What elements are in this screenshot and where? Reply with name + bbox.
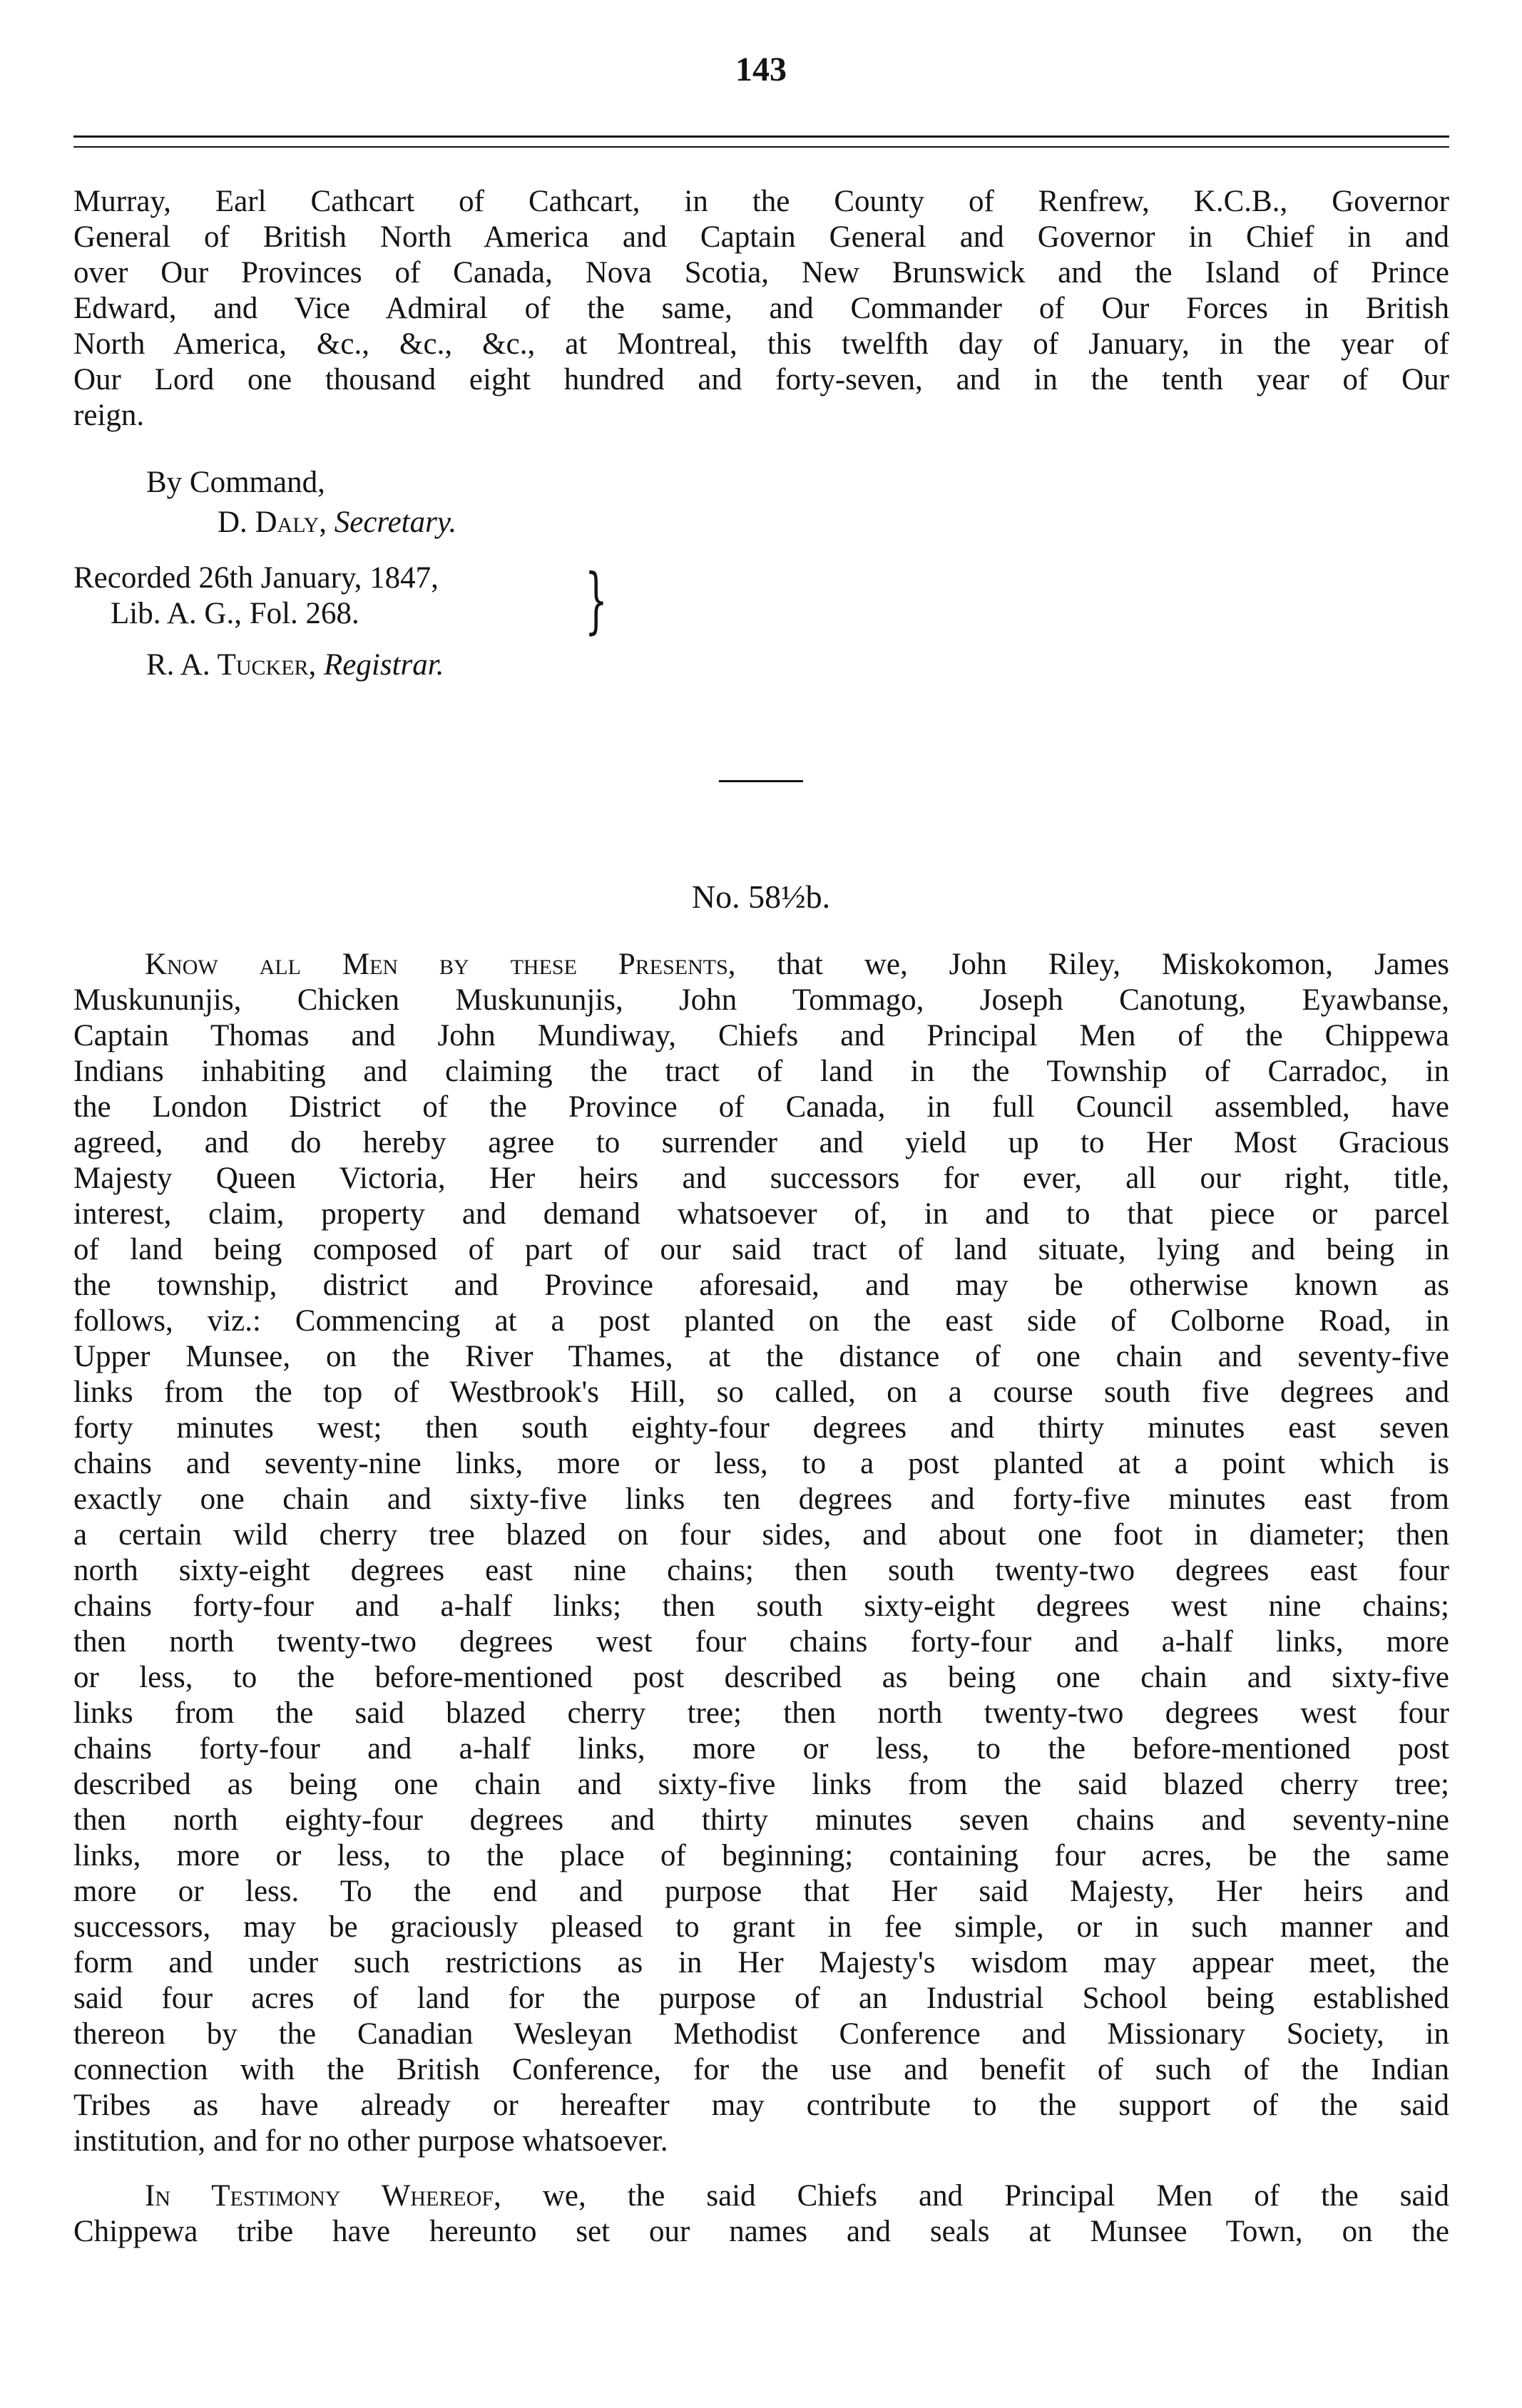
brace-symbol: }: [585, 558, 608, 642]
header-rule-secondary: [73, 146, 1449, 148]
text-line: the London District of the Province of Canada, in full Council assembled, have: [73, 1090, 1449, 1124]
text-line: [73, 947, 1449, 983]
secretary-name: D. Daly,: [218, 506, 327, 539]
text-line: forty minutes west; then south eighty-four degrees and thirty minutes east seven: [73, 1411, 1449, 1445]
text-line: of land being composed of part of our said tract of land situate, lying and being in: [73, 1233, 1449, 1266]
text-line: then north twenty-two degrees west four chains forty-four and a-half links, more: [73, 1625, 1449, 1659]
text-line: Edward, and Vice Admiral of the same, and Commander of Our Forces in British: [73, 292, 1449, 325]
text-line: links, more or less, to the place of beginning; containing four acres, be the same: [73, 1839, 1449, 1872]
text-line: said four acres of land for the purpose of an Industrial School being established: [73, 1982, 1449, 2015]
text-fragment: that we, John Riley, Miskokomon, James: [735, 948, 1449, 981]
text-line: then north eighty-four degrees and thirty minutes seven chains and seventy-nine: [73, 1803, 1449, 1837]
text-line: Indians inhabiting and claiming the tract of land in the Township of Carradoc, in: [73, 1055, 1449, 1088]
text-line: thereon by the Canadian Wesleyan Methodist Conference and Missionary Society, in: [73, 2017, 1449, 2051]
text-line: Murray, Earl Cathcart of Cathcart, in the County of Renfrew, K.C.B., Governor: [73, 185, 1449, 218]
text-line: Tribes as have already or hereafter may contribute to the support of the said: [73, 2089, 1449, 2122]
text-line: reign.: [73, 399, 145, 432]
text-line: Our Lord one thousand eight hundred and forty-seven, and in the tenth year of Our: [73, 363, 1449, 396]
text-line: a certain wild cherry tree blazed on four sides, and about one foot in diameter; then: [73, 1518, 1449, 1552]
text-line: exactly one chain and sixty-five links ten degrees and forty-five minutes east from: [73, 1482, 1449, 1516]
text-line: north sixty-eight degrees east nine chains; then south twenty-two degrees east four: [73, 1554, 1449, 1587]
text-line: Chippewa tribe have hereunto set our names and seals at Munsee Town, on the: [73, 2215, 1449, 2248]
registrar-title: Registrar.: [324, 648, 444, 682]
text-line: chains forty-four and a-half links, more or less, to the before-mentioned post: [73, 1732, 1449, 1766]
registrar-name: R. A. Tucker,: [146, 648, 317, 682]
library-reference: Lib. A. G., Fol. 268.: [111, 597, 359, 630]
text-line: links from the top of Westbrook's Hill, so called, on a course south five degrees and: [73, 1375, 1449, 1409]
document-number: No. 58½b.: [691, 878, 831, 915]
text-line: successors, may be graciously pleased to grant in fee simple, or in such manner and: [73, 1910, 1449, 1944]
secretary-title: Secretary.: [334, 506, 457, 539]
text-fragment: we, the said Chiefs and Principal Men of the said: [501, 2179, 1449, 2213]
text-line: Captain Thomas and John Mundiway, Chiefs and Principal Men of the Chippewa: [73, 1019, 1449, 1052]
text-line: chains forty-four and a-half links; then south sixty-eight degrees west nine chains;: [73, 1589, 1449, 1623]
text-line: described as being one chain and sixty-five links from the said blazed cherry tree;: [73, 1768, 1449, 1801]
text-line: [73, 2178, 1449, 2214]
text-line: more or less. To the end and purpose that Her said Majesty, Her heirs and: [73, 1875, 1449, 1908]
text-line: Muskununjis, Chicken Muskununjis, John Tommago, Joseph Canotung, Eyawbanse,: [73, 983, 1449, 1017]
text-line: interest, claim, property and demand whatsoever of, in and to that piece or parcel: [73, 1197, 1449, 1231]
text-line: chains and seventy-nine links, more or less, to a post planted at a point which is: [73, 1447, 1449, 1480]
text-line: over Our Provinces of Canada, Nova Scotia, New Brunswick and the Island of Prince: [73, 256, 1449, 290]
lead-in: Know all Men by these Presents,: [145, 948, 736, 981]
text-line: links from the said blazed cherry tree; then north twenty-two degrees west four: [73, 1696, 1449, 1730]
proclamation-ending: [73, 184, 1449, 434]
lead-in: In Testimony Whereof,: [145, 2179, 501, 2213]
text-line: connection with the British Conference, for the use and benefit of such of the Indian: [73, 2053, 1449, 2086]
text-line: the township, district and Province aforesaid, and may be otherwise known as: [73, 1269, 1449, 1302]
text-line: form and under such restrictions as in Her Majesty's wisdom may appear meet, the: [73, 1946, 1449, 1979]
deed-text: [73, 947, 1449, 2159]
testimony-clause: [73, 2178, 1449, 2250]
text-line: Majesty Queen Victoria, Her heirs and successors for ever, all our right, title,: [73, 1162, 1449, 1195]
text-line: institution, and for no other purpose whatsoever.: [73, 2124, 668, 2158]
page-number: 143: [735, 51, 787, 88]
text-line: North America, &c., &c., &c., at Montreal, this twelfth day of January, in the year of: [73, 327, 1449, 361]
text-line: General of British North America and Captain General and Governor in Chief in and: [73, 220, 1449, 254]
text-line: Upper Munsee, on the River Thames, at the distance of one chain and seventy-five: [73, 1340, 1449, 1373]
header-rule: [73, 135, 1449, 138]
registrar-signature: [146, 647, 444, 683]
text-line: follows, viz.: Commencing at a post planted on the east side of Colborne Road, in: [73, 1304, 1449, 1338]
by-command-line: By Command,: [146, 466, 325, 499]
recorded-line: Recorded 26th January, 1847,: [73, 561, 439, 595]
text-line: agreed, and do hereby agree to surrender and yield up to Her Most Gracious: [73, 1126, 1449, 1159]
text-line: or less, to the before-mentioned post described as being one chain and sixty-five: [73, 1661, 1449, 1694]
secretary-signature: [218, 505, 456, 540]
section-divider: [719, 780, 803, 782]
